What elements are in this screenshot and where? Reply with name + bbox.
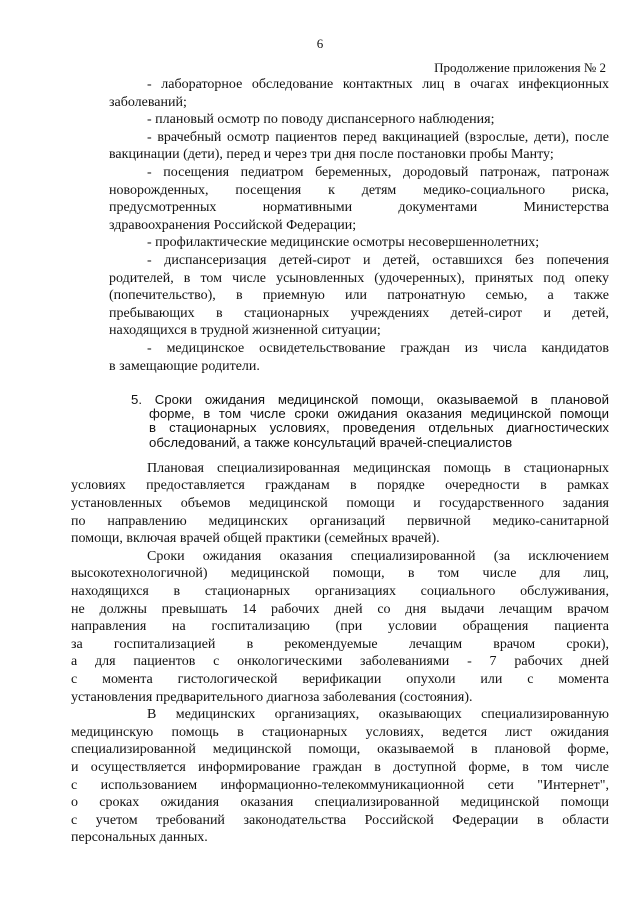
section-heading (131, 392, 609, 450)
list-line: предусмотренных нормативными документами Министерства (109, 200, 609, 216)
page-number: 6 (316, 36, 324, 51)
paragraph-line: Сроки ожидания оказания специализированной (за исключением (147, 548, 609, 564)
section-heading-line: в стационарных условиях, проведения отдельных диагностических (149, 420, 609, 436)
list-line: (попечительство), в приемную или патронатную семью, а также (109, 288, 609, 304)
paragraph-line: установленных объемов медицинской помощи и государственного задания (71, 496, 609, 512)
paragraph-line: о сроках ожидания оказания специализированной медицинской помощи (71, 795, 609, 811)
paragraph-line: Плановая специализированная медицинская помощь в стационарных (147, 460, 609, 476)
paragraph-line: медицинскую помощь в стационарных условиях, ведется лист ожидания (71, 724, 609, 740)
list-line: - диспансеризация детей-сирот и детей, оставшихся без попечения (147, 252, 609, 268)
appendix-continuation-note: Продолжение приложения № 2 (434, 60, 606, 75)
paragraph-line: персональных данных. (71, 830, 208, 846)
document-body (71, 76, 609, 847)
paragraph-line: высокотехнологичной) медицинской помощи, в том числе для лиц, (71, 566, 609, 582)
section-heading-line: обследований, а также консультаций врачей-специалистов (149, 434, 513, 450)
paragraph-line: по направлению медицинских организаций первичной медико-санитарной (71, 513, 609, 529)
list-line: пребывающих в стационарных учреждениях детей-сирот и детей, (109, 305, 609, 321)
paragraph-line: направления на госпитализацию (при условии обращения пациента (71, 619, 609, 635)
list-line: - лабораторное обследование контактных лиц в очагах инфекционных (147, 77, 609, 92)
paragraph-line: с момента гистологической верификации опухоли или с момента (71, 671, 609, 687)
paragraph-line: и осуществляется информирование граждан в доступной форме, в том числе (71, 759, 609, 775)
paragraph-line: а для пациентов с онкологическими заболеваниями - 7 рабочих дней (71, 654, 609, 670)
list-line: родителей, в том числе усыновленных (удочеренных), принятых под опеку (109, 270, 609, 286)
paragraph (71, 548, 609, 706)
paragraph-line: с использованием информационно-телекоммуникационной сети "Интернет", (71, 777, 609, 793)
paragraph-line: за госпитализацией в рекомендуемые лечащим врачом сроки), (71, 636, 609, 652)
paragraph-line: установления предварительного диагноза заболевания (состояния). (71, 689, 473, 705)
list-line: - профилактические медицинские осмотры несовершеннолетних; (147, 235, 540, 251)
section-heading-line: 5. Сроки ожидания медицинской помощи, оказываемой в плановой (131, 392, 609, 408)
paragraph (71, 460, 609, 548)
list-line: - плановый осмотр по поводу диспансерного наблюдения; (147, 112, 495, 128)
paragraph-line: условиях предоставляется гражданам в порядке очередности в рамках (71, 478, 609, 494)
list-line: здравоохранения Российской Федерации; (109, 217, 357, 233)
list-line: - врачебный осмотр пациентов перед вакцинацией (взрослые, дети), после (147, 129, 609, 145)
list-line: вакцинации (дети), перед и через три дня после постановки пробы Манту; (109, 147, 554, 163)
paragraph-line: с учетом требований законодательства Российской Федерации в области (71, 812, 609, 828)
list-line: новорожденных, посещения к детям медико-социального риска, (109, 182, 609, 198)
paragraph-line: не должны превышать 14 рабочих дней со дня выдачи лечащим врачом (71, 601, 609, 617)
paragraph-line: В медицинских организациях, оказывающих специализированную (147, 707, 609, 723)
paragraph-line: помощи, включая врачей общей практики (семейных врачей). (71, 531, 440, 547)
service-list (109, 76, 609, 375)
list-line: в замещающие родители. (109, 358, 260, 374)
paragraph-line: находящихся в стационарных организациях социального обслуживания, (71, 584, 609, 599)
section-heading-line: форме, в том числе сроки ожидания оказания медицинской помощи (149, 406, 609, 422)
paragraph (71, 706, 609, 847)
list-line: - медицинское освидетельствование граждан из числа кандидатов (147, 340, 609, 356)
list-line: - посещения педиатром беременных, дородовый патронаж, патронаж (147, 164, 609, 180)
list-line: заболеваний; (109, 94, 187, 110)
list-line: находящихся в трудной жизненной ситуации; (109, 323, 381, 339)
paragraph-line: специализированной медицинской помощи, оказываемой в плановой форме, (71, 742, 609, 758)
